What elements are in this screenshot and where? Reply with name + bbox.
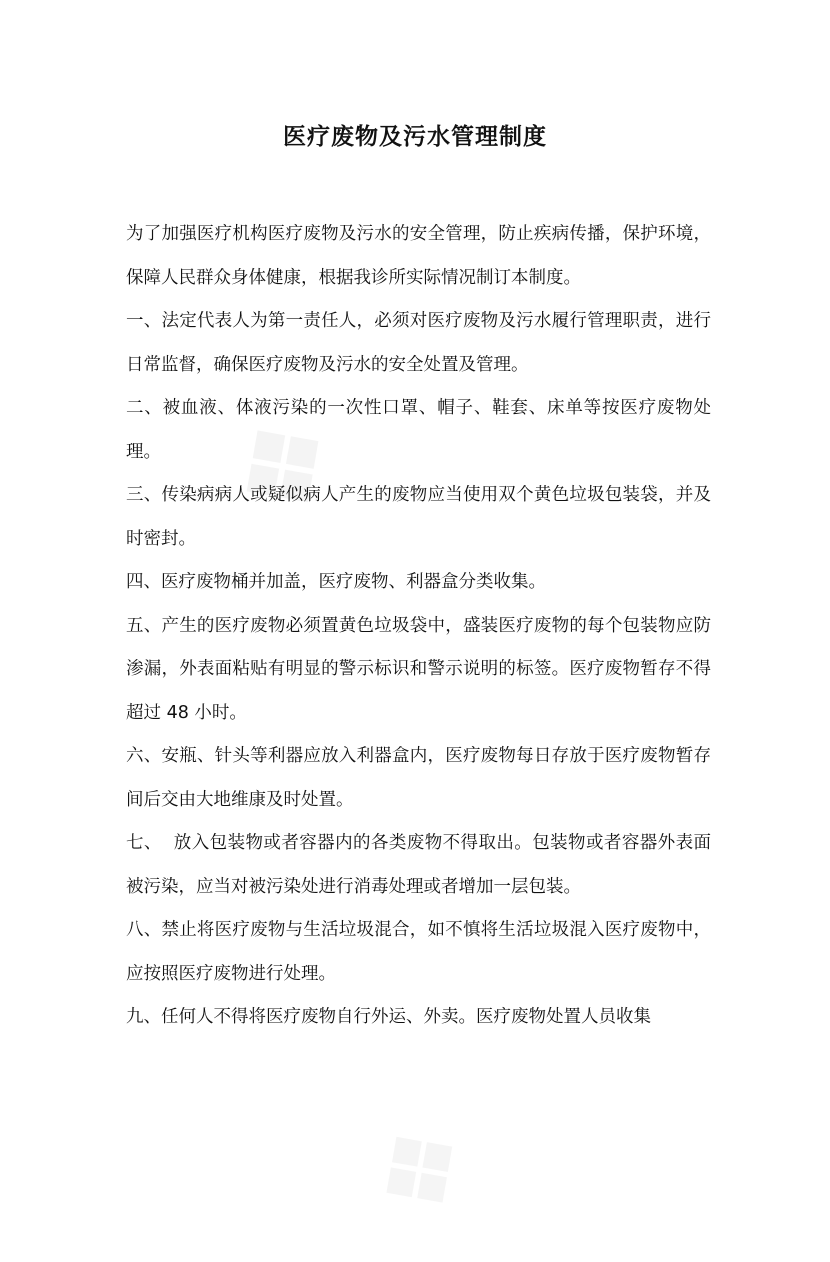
paragraph-rule-9: 九、任何人不得将医疗废物自行外运、外卖。医疗废物处置人员收集 — [126, 1007, 651, 1027]
paragraph-rule-6: 六、安瓶、针头等利器应放入利器盒内，医疗废物每日存放于医疗废物暂存间后交由大地维康及时处置。 — [126, 746, 711, 810]
paragraph-intro: 为了加强医疗机构医疗废物及污水的安全管理，防止疾病传播，保护环境，保障人民群众身体健康，根据我诊所实际情况制订本制度。 — [126, 224, 711, 288]
paragraph-rule-1: 一、法定代表人为第一责任人，必须对医疗废物及污水履行管理职责，进行日常监督，确保医疗废物及污水的安全处置及管理。 — [126, 311, 711, 375]
paragraph-rule-5: 五、产生的医疗废物必须置黄色垃圾袋中，盛装医疗废物的每个包装物应防渗漏，外表面粘贴有明显的警示标识和警示说明的标签。医疗废物暂存不得超过 48 小时。 — [126, 615, 711, 723]
paragraph-rule-7: 七、 放入包装物或者容器内的各类废物不得取出。包装物或者容器外表面被污染，应当对被污染处进行消毒处理或者增加一层包装。 — [126, 833, 711, 897]
paragraph-rule-4: 四、医疗废物桶并加盖，医疗废物、利器盒分类收集。 — [126, 572, 546, 592]
paragraph-rule-2: 二、被血液、体液污染的一次性口罩、帽子、鞋套、床单等按医疗废物处理。 — [126, 398, 711, 462]
paragraph-rule-8: 八、禁止将医疗废物与生活垃圾混合，如不慎将生活垃圾混入医疗废物中，应按照医疗废物进行处理。 — [126, 920, 711, 984]
paragraph-rule-3: 三、传染病病人或疑似病人产生的废物应当使用双个黄色垃圾包装袋，并及时密封。 — [126, 485, 711, 549]
document-body — [126, 213, 711, 1040]
document-title: 医疗废物及污水管理制度 — [283, 124, 547, 150]
